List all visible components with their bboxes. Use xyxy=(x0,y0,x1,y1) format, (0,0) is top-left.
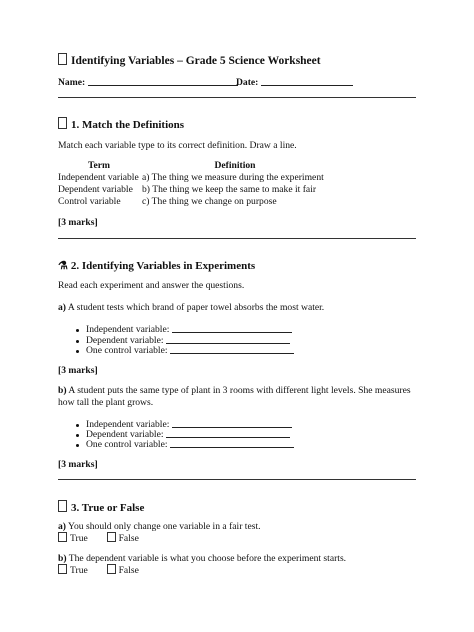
checkbox-icon[interactable] xyxy=(58,532,67,542)
answer-line: Independent variable: xyxy=(86,418,292,430)
question-2a xyxy=(58,302,324,313)
answer-line: Dependent variable: xyxy=(86,334,290,346)
bullet xyxy=(76,340,79,343)
question-2a-marks: [3 marks] xyxy=(58,365,98,376)
definition-cell: a) The thing we measure during the experiment xyxy=(142,172,324,183)
question-2b xyxy=(58,385,411,396)
question-label: b) xyxy=(58,553,67,564)
true-option[interactable]: True xyxy=(58,565,88,576)
question-text: A student puts the same type of plant in 3 rooms with different light levels. She measures xyxy=(68,385,411,396)
bullet xyxy=(76,434,79,437)
checkbox-icon[interactable] xyxy=(58,564,67,574)
false-option[interactable]: False xyxy=(107,565,139,576)
question-3b xyxy=(58,553,346,564)
true-false-options xyxy=(58,532,139,544)
answer-line: One control variable: xyxy=(86,344,294,356)
date-field[interactable] xyxy=(261,76,353,86)
true-false-options xyxy=(58,564,139,576)
answer-field[interactable] xyxy=(172,323,292,333)
table-header-row xyxy=(58,160,330,172)
bullet xyxy=(76,350,79,353)
term-column-header: Term xyxy=(87,160,111,171)
false-option[interactable]: False xyxy=(107,533,139,544)
answer-field[interactable] xyxy=(170,344,294,354)
term-cell: Control variable xyxy=(58,196,121,207)
bullet xyxy=(76,329,79,332)
missing-glyph-icon xyxy=(58,53,67,65)
name-field[interactable] xyxy=(88,76,238,86)
checkbox-icon[interactable] xyxy=(107,564,116,574)
worksheet-title: Identifying Variables – Grade 5 Science Worksheet xyxy=(58,53,321,67)
question-text: The dependent variable is what you choose before the experiment starts. xyxy=(68,553,347,564)
divider xyxy=(58,238,416,239)
section1-marks: [3 marks] xyxy=(58,217,98,228)
table-row xyxy=(58,172,330,184)
term-cell: Dependent variable xyxy=(58,184,133,195)
missing-glyph-icon xyxy=(58,117,67,129)
question-2b-marks: [3 marks] xyxy=(58,459,98,470)
question-text: A student tests which brand of paper towel absorbs the most water. xyxy=(67,302,325,313)
answer-field[interactable] xyxy=(170,438,294,448)
question-text: You should only change one variable in a fair test. xyxy=(68,521,261,532)
flask-icon: ⚗ xyxy=(58,260,68,272)
section1-heading: 1. Match the Definitions xyxy=(58,117,184,131)
answer-field[interactable] xyxy=(166,334,290,344)
question-2b-continued: how tall the plant grows. xyxy=(58,397,154,408)
section2-instruction: Read each experiment and answer the questions. xyxy=(58,280,245,291)
bullet xyxy=(76,424,79,427)
date-row xyxy=(236,76,353,88)
bullet xyxy=(76,444,79,447)
answer-line: One control variable: xyxy=(86,438,294,450)
name-row xyxy=(58,76,238,88)
section2-heading: ⚗ 2. Identifying Variables in Experiments xyxy=(58,260,256,272)
table-row xyxy=(58,196,330,208)
answer-line: Dependent variable: xyxy=(86,428,290,440)
definitions-table xyxy=(58,160,330,208)
question-label: a) xyxy=(58,302,66,313)
name-label: Name: xyxy=(58,77,86,88)
answer-field[interactable] xyxy=(166,428,290,438)
true-option[interactable]: True xyxy=(58,533,88,544)
date-label: Date: xyxy=(236,77,259,88)
term-cell: Independent variable xyxy=(58,172,139,183)
divider xyxy=(58,97,416,98)
missing-glyph-icon xyxy=(58,500,67,512)
definition-cell: c) The thing we change on purpose xyxy=(142,196,277,207)
definition-column-header: Definition xyxy=(214,160,256,171)
definition-cell: b) The thing we keep the same to make it fair xyxy=(142,184,317,195)
checkbox-icon[interactable] xyxy=(107,532,116,542)
question-label: b) xyxy=(58,385,67,396)
answer-line: Independent variable: xyxy=(86,323,292,335)
divider xyxy=(58,479,416,480)
question-label: a) xyxy=(58,521,66,532)
section1-instruction: Match each variable type to its correct definition. Draw a line. xyxy=(58,140,297,151)
answer-field[interactable] xyxy=(172,418,292,428)
question-3a xyxy=(58,521,261,532)
section3-heading: 3. True or False xyxy=(58,500,144,514)
table-row xyxy=(58,184,330,196)
